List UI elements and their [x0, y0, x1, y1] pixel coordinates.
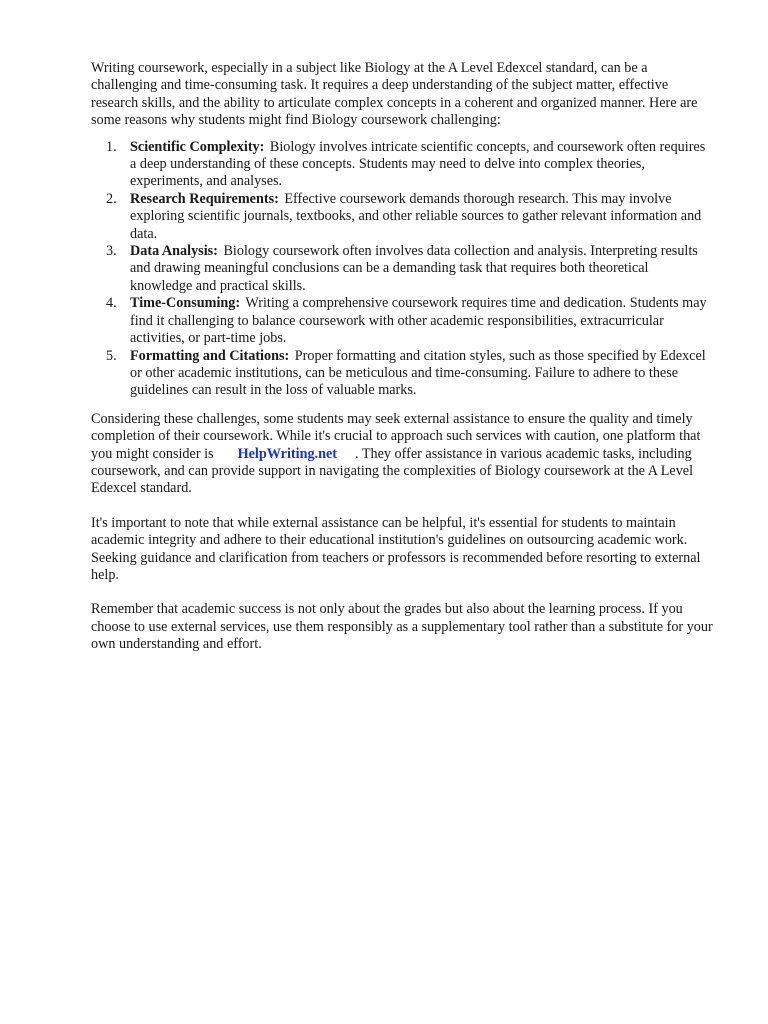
list-item-number: 2. — [106, 190, 117, 207]
list-item-text: Proper formatting and citation styles, such as those specified by Edexcel or other academic institutions, can be meticulous and time-consuming. Failure to adhere to these guidelines can result in the loss of valuable marks. — [130, 347, 706, 399]
considering-text-after: . They offer assistance in various academic tasks, including coursework, and can provide support in navigating the complexities of Biology coursework at the A Level Edexcel standard. — [91, 445, 694, 497]
list-item-number: 4. — [106, 295, 117, 312]
integrity-paragraph: It's important to note that while external assistance can be helpful, it's essential for students to maintain academic integrity and adhere to their educational institution's guidelines on outsourcing academic work. Seeking guidance and clarification from teachers or professors is recommended before resorting to external help. — [91, 514, 701, 583]
document-page — [91, 60, 713, 671]
list-item-number: 3. — [106, 243, 117, 260]
list-item-term: Time-Consuming: — [130, 295, 241, 312]
list-item — [91, 191, 713, 243]
list-item-text: Writing a comprehensive coursework requires time and dedication. Students may find it challenging to balance coursework with other academic responsibilities, extracurricular activities, or part-time jobs. — [130, 295, 707, 347]
list-item — [91, 139, 713, 191]
intro-paragraph: Writing coursework, especially in a subject like Biology at the A Level Edexcel standard, can be a challenging and time-consuming task. It requires a deep understanding of the subject matter, effective research skills, and the ability to articulate complex concepts in a coherent and organized manner. Here are some reasons why students might find Biology coursework challenging: — [91, 60, 698, 129]
list-item-term: Formatting and Citations: — [130, 347, 290, 364]
list-item — [91, 243, 713, 295]
list-item-text: Biology coursework often involves data collection and analysis. Interpreting results and drawing meaningful conclusions can be a demanding task that requires both theoretical knowledge and practical skills. — [130, 243, 698, 294]
list-item-term: Data Analysis: — [130, 243, 218, 260]
list-item-number: 1. — [106, 138, 117, 155]
list-item-text: Effective coursework demands thorough research. This may involve exploring scientific journals, textbooks, and other reliable sources to gather relevant information and data. — [130, 190, 702, 242]
list-item-number: 5. — [106, 347, 117, 364]
list-item-text: Biology involves intricate scientific concepts, and coursework often requires a deep understanding of these concepts. Students may need to delve into complex theories, experiments, and analyses. — [130, 138, 706, 190]
helpwriting-link[interactable]: HelpWriting.net — [237, 445, 338, 462]
considering-paragraph — [91, 411, 713, 498]
list-item — [91, 348, 713, 400]
list-item-term: Research Requirements: — [130, 190, 279, 207]
reasons-list — [91, 139, 713, 400]
list-item — [91, 295, 713, 347]
considering-text-before: Considering these challenges, some students may seek external assistance to ensure the quality and timely completion of their coursework. While it's crucial to approach such services with caution, one platform that you might consider is — [91, 410, 701, 462]
list-item-term: Scientific Complexity: — [130, 138, 265, 155]
closing-paragraph: Remember that academic success is not only about the grades but also about the learning process. If you choose to use external services, use them responsibly as a supplementary tool rather than a substitute for your own understanding and effort. — [91, 601, 713, 653]
